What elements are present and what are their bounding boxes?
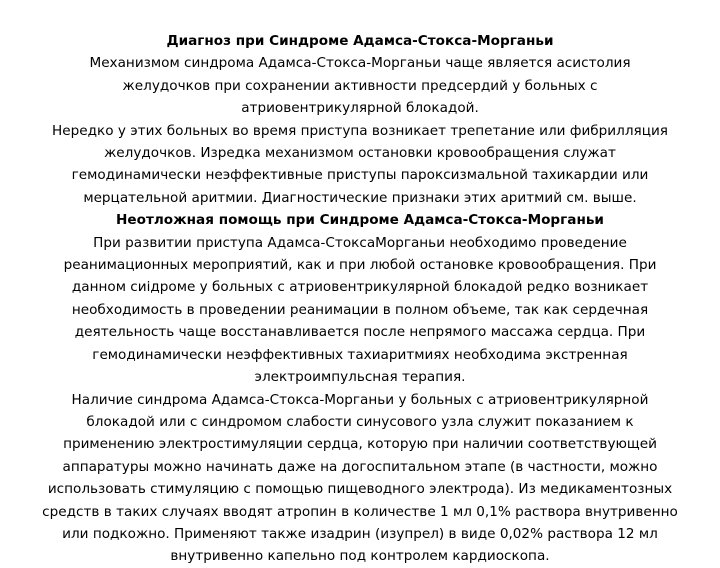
text-line: реанимационных мероприятий, как и при любой остановке кровообращения. При [63,257,657,274]
heading-diagnosis: Диагноз при Синдроме Адамса-Стокса-Морганьи [166,33,554,49]
text-line: средств в таких случаях вводят атропин в количестве 1 мл 0,1% раствора внутривенно [42,503,678,520]
text-line: Нередко у этих больных во время приступа возникает трепетание или фибрилляция [52,122,668,139]
text-line: применению электростимуляции сердца, которую при наличии соответствующей [63,436,657,453]
text-line: данном сиідроме у больных с атриовентрикулярной блокадой редко возникает [71,279,649,296]
text-line: гемодинамически неэффективные приступы пароксизмальной тахикардии или [71,167,649,184]
text-line: гемодинамически неэффективных тахиаритмиях необходима экстренная [92,346,628,363]
text-line: внутривенно капельно под контролем кардиоскопа. [170,548,550,565]
text-line: атриовентрикулярной блокадой. [241,100,479,117]
text-line: При развитии приступа Адамса-СтоксаМорганьи необходимо проведение [93,234,627,251]
heading-emergency-care: Неотложная помощь при Синдроме Адамса-Стокса-Морганьи [116,212,604,229]
text-line: Наличие синдрома Адамса-Стокса-Морганьи у больных с атриовентрикулярной [71,391,649,408]
text-line: необходимость в проведении реанимации в полном объеме, так как сердечная [71,301,649,318]
text-line: использовать стимуляцию с помощью пищеводного электрода). Из медикаментозных [47,481,673,498]
text-line: желудочков. Изредка механизмом остановки кровообращения служат [104,145,616,162]
text-line: или подкожно. Применяют также изадрин (изупрел) в виде 0,02% раствора 12 мл [62,525,658,542]
text-line: блокадой или с синдромом слабости синусового узла служит показанием к [86,413,634,430]
text-line: Механизмом синдрома Адамса-Стокса-Морганьи чаще является асистолия [89,55,631,72]
text-line: желудочков при сохранении активности предсердий у больных с [122,77,598,94]
text-line: деятельность чаще восстанавливается после непрямого массажа сердца. При [74,324,646,341]
text-line: мерцательной аритмии. Диагностические признаки этих аритмий см. выше. [83,189,637,206]
text-line: электроимпульсная терапия. [254,369,466,386]
text-line: аппаратуры можно начинать даже на догоспитальном этапе (в частности, можно [62,458,658,475]
